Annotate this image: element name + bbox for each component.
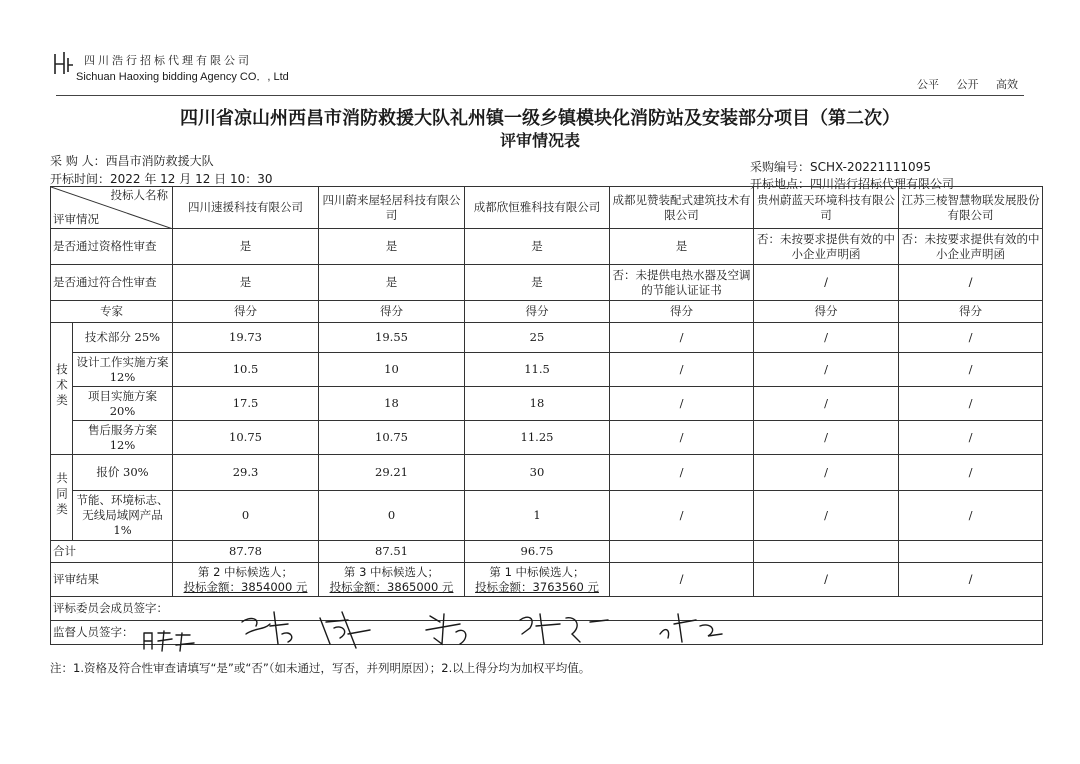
conformity-cell: 是 [173,265,319,301]
bidder-name: 成都欣恒雅科技有限公司 [465,187,610,229]
result-row [51,563,1043,597]
score-cell: / [899,491,1043,541]
score-cell: 18 [319,387,465,421]
score-cell: 19.73 [173,323,319,353]
qualification-cell: 否：未按要求提供有效的中小企业声明函 [899,229,1043,265]
signature-stroke [144,631,194,651]
conformity-cell: / [899,265,1043,301]
committee-signature-label: 评标委员会成员签字： [51,597,1043,621]
procurement-number: 采购编号：SCHX-20221111095 [750,160,931,174]
tech-group-label: 技术类 [51,323,73,455]
conformity-row [51,265,1043,301]
score-cell: 10 [319,353,465,387]
result-cell [754,563,899,597]
common-group-label: 共同类 [51,455,73,541]
signature-stroke [520,614,608,644]
result-amount: 投标金额：3865000 元 [329,579,454,594]
bidder-name: 江苏三棱智慧物联发展股份有限公司 [899,187,1043,229]
result-amount: 投标金额：3763560 元 [475,579,599,594]
score-row [51,353,1043,387]
result-rank: 第 3 中标候选人； [343,564,440,579]
criterion-label: 技术部分 25% [73,323,173,353]
qualification-cell: 是 [319,229,465,265]
total-label: 合计 [51,541,173,563]
agency-name-en: Sichuan Haoxing bidding Agency CO．, Ltd [76,71,289,83]
score-cell: / [610,421,754,455]
score-cell: / [899,455,1043,491]
evaluation-table [50,186,1043,645]
score-cell: 29.3 [173,455,319,491]
score-row [51,491,1043,541]
result-rank: / [824,572,828,586]
criterion-label: 项目实施方案 20% [73,387,173,421]
expert-row [51,301,1043,323]
conformity-cell: 否：未提供电热水器及空调的节能认证证书 [610,265,754,301]
supervisor-signature-label: 监督人员签字： [51,621,1043,645]
result-rank: / [679,572,684,586]
bidder-name: 贵州蔚蓝天环境科技有限公司 [754,187,899,229]
score-row [51,323,1043,353]
signature-stroke [242,612,292,644]
score-cell: / [610,323,754,353]
score-cell: / [610,491,754,541]
result-cell [610,563,754,597]
qualification-cell: 是 [610,229,754,265]
bidder-name: 四川速援科技有限公司 [173,187,319,229]
corner-cell [51,187,173,229]
open-time: 开标时间：2022 年 12 月 12 日 10：30 [50,172,273,186]
criterion-label: 节能、环境标志、无线局域网产品 1% [73,491,173,541]
score-header: 得分 [610,301,754,323]
score-header: 得分 [465,301,610,323]
total-cell [610,541,754,563]
score-cell: 30 [465,455,610,491]
score-cell: / [899,353,1043,387]
score-header: 得分 [319,301,465,323]
result-label: 评审结果 [51,563,173,597]
score-row [51,421,1043,455]
result-rank: / [968,572,973,586]
score-cell: / [610,353,754,387]
score-cell: 10.75 [173,421,319,455]
conformity-label: 是否通过符合性审查 [51,265,173,301]
document-subtitle: 评审情况表 [499,131,580,150]
score-cell: 25 [465,323,610,353]
result-rank: 第 2 中标候选人； [197,564,294,579]
total-row [51,541,1043,563]
footnote: 注：1.资格及符合性审查请填写“是”或“否”（如未通过，写否，并列明原因）；2.以上得分均为加权平均值。 [50,661,591,675]
score-cell: / [610,387,754,421]
criterion-label: 报价 30% [73,455,173,491]
qualification-cell: 是 [173,229,319,265]
criterion-label: 售后服务方案 12% [73,421,173,455]
bidder-name: 四川蔚来屋轻居科技有限公司 [319,187,465,229]
document-title: 四川省凉山州西昌市消防救援大队礼州镇一级乡镇模块化消防站及安装部分项目（第二次） [180,108,900,129]
score-row [51,387,1043,421]
expert-label: 专家 [51,301,173,323]
score-cell: / [754,421,899,455]
score-cell: 17.5 [173,387,319,421]
supervisor-signature [140,627,200,655]
conformity-cell: 是 [465,265,610,301]
score-cell: / [754,353,899,387]
corner-bottom-label: 评审情况 [53,212,99,226]
score-cell: / [899,387,1043,421]
header-row [51,187,1043,229]
score-header: 得分 [754,301,899,323]
score-header: 得分 [173,301,319,323]
motto-1: 公平 [917,78,939,91]
motto-3: 高效 [996,78,1018,91]
score-cell: 10.75 [319,421,465,455]
committee-signatures [230,604,750,654]
qualification-label: 是否通过资格性审查 [51,229,173,265]
score-cell: / [754,491,899,541]
result-cell [173,563,319,597]
score-cell: 18 [465,387,610,421]
open-place: 开标地点：四川浩行招标代理有限公司 [750,177,955,191]
qualification-cell: 是 [465,229,610,265]
signature-stroke [320,612,370,648]
score-cell: / [899,323,1043,353]
agency-logo-icon [52,50,74,76]
score-header: 得分 [899,301,1043,323]
result-cell [899,563,1043,597]
purchaser: 采 购 人：西昌市消防救援大队 [50,154,214,168]
score-row [51,455,1043,491]
result-cell [319,563,465,597]
total-cell [899,541,1043,563]
agency-mottos [903,76,1018,92]
criterion-label: 设计工作实施方案 12% [73,353,173,387]
total-cell: 87.51 [319,541,465,563]
conformity-cell: 是 [319,265,465,301]
score-cell: 10.5 [173,353,319,387]
total-cell: 96.75 [465,541,610,563]
score-cell: / [899,421,1043,455]
score-cell: / [754,387,899,421]
score-cell: 29.21 [319,455,465,491]
score-cell: 0 [319,491,465,541]
qualification-cell: 否：未按要求提供有效的中小企业声明函 [754,229,899,265]
result-amount: 投标金额：3854000 元 [183,579,308,594]
total-cell: 87.78 [173,541,319,563]
total-cell [754,541,899,563]
score-cell: / [754,323,899,353]
result-rank: 第 1 中标候选人； [489,564,585,579]
signature-stroke [426,614,466,644]
signature-stroke [660,614,722,642]
score-cell: 0 [173,491,319,541]
motto-2: 公开 [956,78,979,91]
corner-top-label: 投标人名称 [110,188,168,202]
agency-name-cn: 四川浩行招标代理有限公司 [84,54,252,67]
score-cell: / [754,455,899,491]
score-cell: 11.25 [465,421,610,455]
header-divider [56,95,1024,96]
score-cell: 19.55 [319,323,465,353]
score-cell: 1 [465,491,610,541]
qualification-row [51,229,1043,265]
score-cell: 11.5 [465,353,610,387]
conformity-cell: / [754,265,899,301]
score-cell: / [610,455,754,491]
result-cell [465,563,610,597]
bidder-name: 成都见赞装配式建筑技术有限公司 [610,187,754,229]
